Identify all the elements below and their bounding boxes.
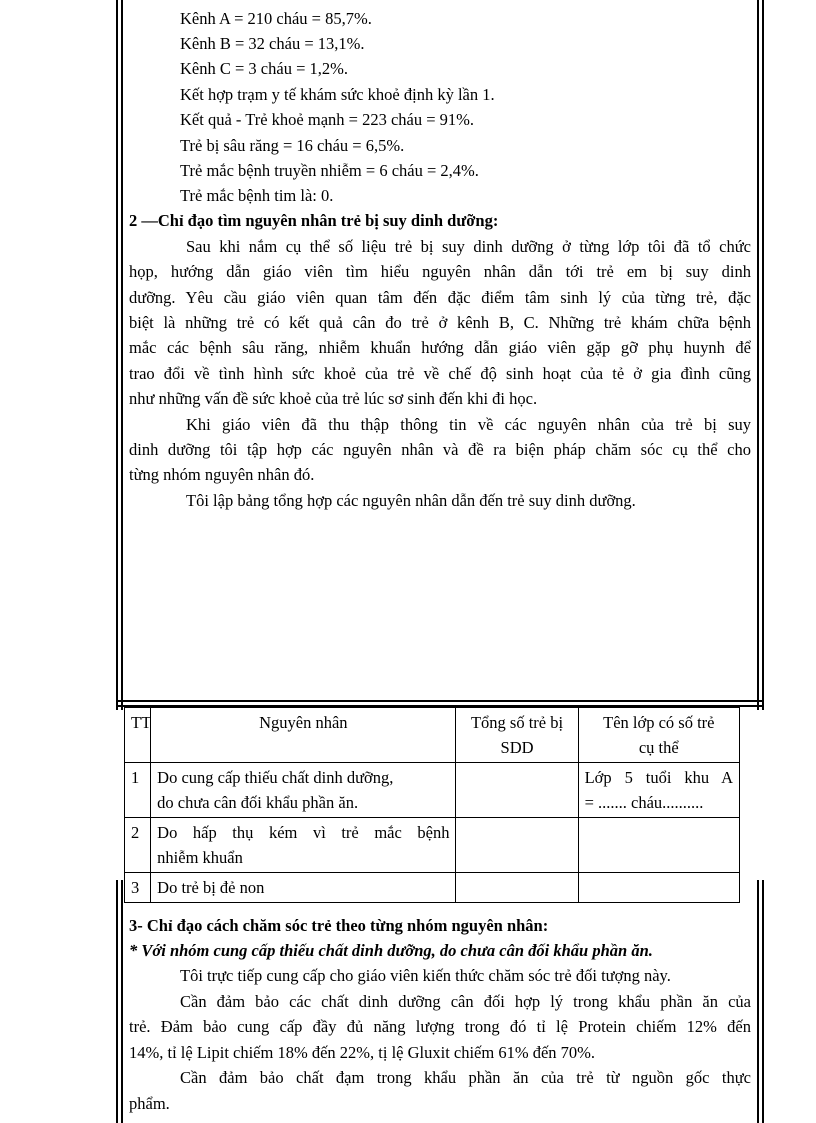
row-tt: 1 <box>125 763 151 818</box>
stat-line: Kênh C = 3 cháu = 1,2%. <box>180 59 348 78</box>
page-border-right-inner <box>757 0 759 710</box>
paragraph-line: Tôi trực tiếp cung cấp cho giáo viên kiến thức chăm sóc trẻ đối tượng này. <box>180 966 671 985</box>
table-row <box>125 873 740 903</box>
paragraph-line: phẩm. <box>129 1094 170 1113</box>
page2-border-left-outer <box>116 880 118 1123</box>
stat-line: Kết quả - Trẻ khoẻ mạnh = 223 cháu = 91%. <box>180 110 475 129</box>
row-class <box>578 873 739 903</box>
stat-line: Kết hợp trạm y tế khám sức khoẻ định kỳ lần 1. <box>180 85 495 104</box>
page-border-right-outer <box>762 0 764 710</box>
row-class <box>578 763 739 818</box>
row-class-line2: = ....... cháu.......... <box>584 793 704 812</box>
table-row <box>125 818 740 873</box>
row-cause-line2: nhiễm khuẩn <box>157 848 243 867</box>
row-tt: 3 <box>125 873 151 903</box>
page2-border-right-outer <box>762 880 764 1123</box>
row-cause-line1: Do cung cấp thiếu chất dinh dưỡng, <box>157 768 394 787</box>
paragraph-line: dưỡng. Yêu cầu giáo viên quan tâm đến đặc điểm tâm sinh lý của từng trẻ, đặc <box>129 288 751 307</box>
stat-line: Kênh A = 210 cháu = 85,7%. <box>180 9 372 28</box>
section-3-subheading: * Với nhóm cung cấp thiếu chất dinh dưỡng, do chưa cân đối khẩu phần ăn. <box>129 941 653 960</box>
header-total-line2: SDD <box>500 738 534 757</box>
page-border-left-inner <box>121 0 123 710</box>
causes-table <box>124 707 740 903</box>
stat-line: Trẻ mắc bệnh truyền nhiễm = 6 cháu = 2,4%. <box>180 161 479 180</box>
paragraph-line: Cần đảm bảo các chất dinh dưỡng cân đối hợp lý trong khẩu phần ăn của <box>180 992 751 1011</box>
header-class <box>578 708 739 763</box>
paragraph-line: trẻ. Đảm bảo cung cấp đầy đủ năng lượng trong đó tỉ lệ Protein chiếm 12% đến <box>129 1017 751 1036</box>
paragraph-line: Sau khi nắm cụ thể số liệu trẻ bị suy dinh dưỡng ở từng lớp tôi đã tổ chức <box>186 237 751 256</box>
header-cause: Nguyên nhân <box>151 708 456 763</box>
row-class-line1: Lớp 5 tuổi khu A <box>584 768 733 787</box>
row-cause <box>151 818 456 873</box>
paragraph-line: Khi giáo viên đã thu thập thông tin về các nguyên nhân của trẻ bị suy <box>186 415 751 434</box>
stat-line: Trẻ mắc bệnh tim là: 0. <box>180 186 334 205</box>
row-total <box>456 818 578 873</box>
row-cause-line2: do chưa cân đối khẩu phần ăn. <box>157 793 359 812</box>
row-total <box>456 873 578 903</box>
paragraph-line: biệt là những trẻ có kết quả cân đo trẻ ở kênh B, C. Những trẻ khám chữa bệnh <box>129 313 751 332</box>
section-3-heading: 3- Chỉ đạo cách chăm sóc trẻ theo từng nhóm nguyên nhân: <box>129 916 549 935</box>
paragraph-line: Cần đảm bảo chất đạm trong khẩu phần ăn của trẻ từ nguồn gốc thực <box>180 1068 751 1087</box>
paragraph-line: dinh dưỡng tôi tập hợp các nguyên nhân và đề ra biện pháp chăm sóc cụ thể cho <box>129 440 751 459</box>
paragraph-line: từng nhóm nguyên nhân đó. <box>129 465 315 484</box>
row-tt: 2 <box>125 818 151 873</box>
page2-border-left-inner <box>121 880 123 1123</box>
paragraph-line: 14%, tỉ lệ Lipit chiếm 18% đến 22%, tị lệ Gluxit chiếm 61% đến 70%. <box>129 1043 596 1062</box>
page2-border-right-inner <box>757 880 759 1123</box>
header-total <box>456 708 578 763</box>
row-total <box>456 763 578 818</box>
row-cause-line1: Do hấp thụ kém vì trẻ mắc bệnh <box>157 823 450 842</box>
paragraph-line: trao đổi về tình hình sức khoẻ của trẻ về chế độ sinh hoạt của tẻ ở gia đình cũng <box>129 364 751 383</box>
row-class <box>578 818 739 873</box>
page-border-left-outer <box>116 0 118 710</box>
stat-line: Kênh B = 32 cháu = 13,1%. <box>180 34 365 53</box>
row-cause <box>151 763 456 818</box>
row-cause-line1: Do trẻ bị đẻ non <box>157 878 265 897</box>
paragraph-line: mắc các bệnh sâu răng, nhiễm khuẩn hướng dẫn giáo viên gặp gỡ phụ huynh để <box>129 338 751 357</box>
section-2-heading: 2 —Chỉ đạo tìm nguyên nhân trẻ bị suy dinh dưỡng: <box>129 211 499 230</box>
header-class-line1: Tên lớp có số trẻ <box>603 713 715 732</box>
page-border-bottom-outer <box>116 700 764 702</box>
table-row <box>125 763 740 818</box>
paragraph-line: như những vấn đề sức khoẻ của trẻ lúc sơ sinh đến khi đi học. <box>129 389 538 408</box>
stat-line: Trẻ bị sâu răng = 16 cháu = 6,5%. <box>180 136 405 155</box>
paragraph-line: Tôi lập bảng tổng hợp các nguyên nhân dẫn đến trẻ suy dinh dưỡng. <box>186 491 636 510</box>
table-header-row <box>125 708 740 763</box>
paragraph-line: họp, hướng dẫn giáo viên tìm hiểu nguyên nhân dẫn tới trẻ em bị suy dinh <box>129 262 751 281</box>
header-class-line2: cụ thể <box>638 738 679 757</box>
header-total-line1: Tổng số trẻ bị <box>470 713 564 732</box>
header-tt: TT <box>125 708 151 763</box>
row-cause <box>151 873 456 903</box>
